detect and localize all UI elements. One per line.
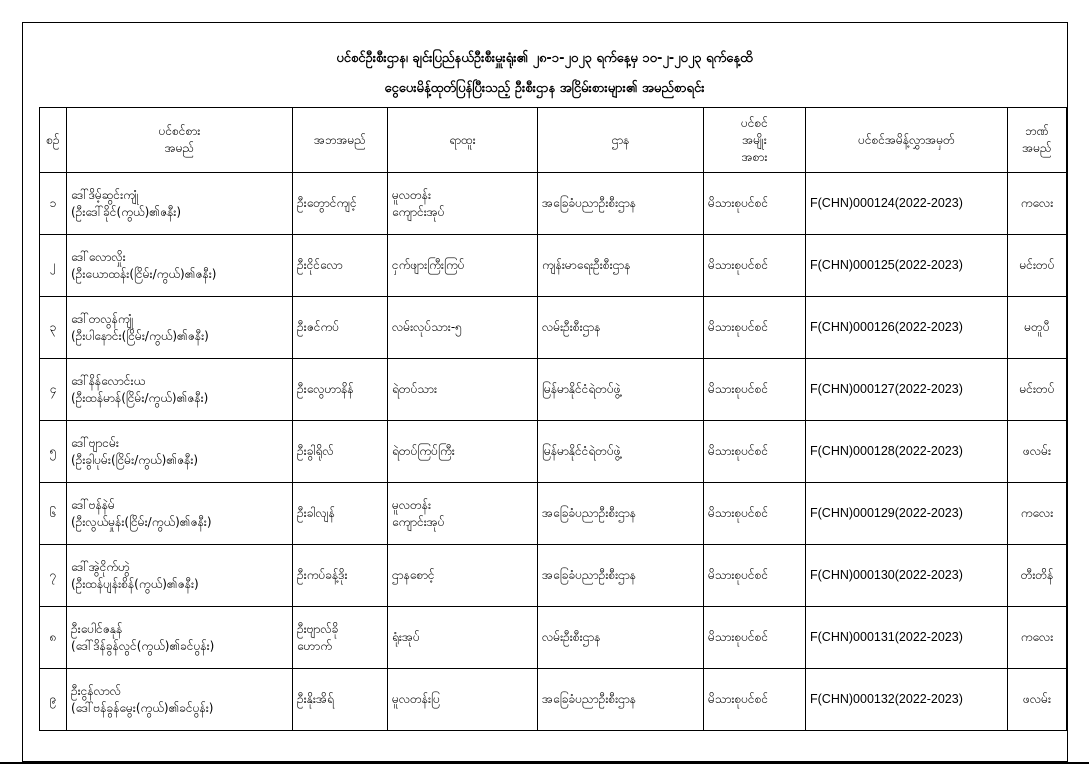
bottom-rule: [0, 762, 1089, 764]
department: အခြေခံပညာဦးစီးဌာန: [538, 669, 704, 731]
section: ကလေး: [1008, 483, 1067, 545]
former-name: ဦးငိုင်လော: [293, 235, 388, 297]
header-pensioner: ပင်စင်စား အမည်: [67, 108, 293, 173]
pension-type: မိသားစုပင်စင်: [704, 483, 806, 545]
former-name: ဦးဗျာလ်ခို ဟောက်: [293, 607, 388, 669]
department: မြန်မာနိုင်ငံရဲတပ်ဖွဲ့: [538, 359, 704, 421]
section: ကလေး: [1008, 607, 1067, 669]
department: အခြေခံပညာဦးစီးဌာန: [538, 173, 704, 235]
header-license: ပင်စင်အမိန့်လွှာအမှတ်: [806, 108, 1008, 173]
license-number: F(CHN)000126(2022-2023): [806, 297, 1008, 359]
header-row: [40, 108, 1067, 173]
department: အခြေခံပညာဦးစီးဌာန: [538, 483, 704, 545]
table-row: [40, 297, 1067, 359]
license-number: F(CHN)000129(2022-2023): [806, 483, 1008, 545]
former-name: ဦးတွောင်ကျင့်: [293, 173, 388, 235]
table-row: [40, 359, 1067, 421]
rank: မူလတန်းပြ: [388, 669, 538, 731]
row-index: ၆: [40, 483, 67, 545]
rank: ရဲတပ်သား: [388, 359, 538, 421]
former-name: ဦးခါလျန်: [293, 483, 388, 545]
rank: ရုံးအုပ်: [388, 607, 538, 669]
rank: မူလတန်း ကျောင်းအုပ်: [388, 173, 538, 235]
former-name: ဦးလွေဟာနိန်: [293, 359, 388, 421]
pension-type: မိသားစုပင်စင်: [704, 297, 806, 359]
rank: ငှက်ဖျားကြီးကြပ်: [388, 235, 538, 297]
pensioner-name: ဒေါ်တလွန်ကျုံ (ဦးပါနောင်း(ငြိမ်း/ကွယ်)၏ဇနီး): [67, 297, 293, 359]
pensioner-name: ဦးပေါင်ဇနုန် (ဒေါ်ဒိန်ခွန်လွင်(ကွယ်)၏ခင်ပွန်း): [67, 607, 293, 669]
license-number: F(CHN)000132(2022-2023): [806, 669, 1008, 731]
row-index: ၈: [40, 607, 67, 669]
table-row: [40, 483, 1067, 545]
table-row: [40, 235, 1067, 297]
section: မင်းတပ်: [1008, 235, 1067, 297]
pension-type: မိသားစုပင်စင်: [704, 545, 806, 607]
pensioner-name: ဒေါ်နိန်လောင်းယ (ဦးထန်မာန်(ငြိမ်း/ကွယ်)၏ဇနီး): [67, 359, 293, 421]
pension-type: မိသားစုပင်စင်: [704, 669, 806, 731]
row-index: ၄: [40, 359, 67, 421]
row-index: ၁: [40, 173, 67, 235]
table-row: [40, 669, 1067, 731]
row-index: ၇: [40, 545, 67, 607]
department: လမ်းဦးစီးဌာန: [538, 297, 704, 359]
section: ကလေး: [1008, 173, 1067, 235]
pension-type: မိသားစုပင်စင်: [704, 173, 806, 235]
table-row: [40, 421, 1067, 483]
license-number: F(CHN)000128(2022-2023): [806, 421, 1008, 483]
department: မြန်မာနိုင်ငံရဲတပ်ဖွဲ့: [538, 421, 704, 483]
table-row: [40, 173, 1067, 235]
title-line-1: ပင်စင်ဦးစီးဌာန၊ ချင်းပြည်နယ်ဦးစီးမှူးရုံး၏ ၂၈-၁-၂၀၂၃ ရက်နေ့မှ ၁၀-၂-၂၀၂၃ ရက်နေ့ထိ: [336, 51, 753, 66]
rank: ဌာနစောင့်: [388, 545, 538, 607]
department: လမ်းဦးစီးဌာန: [538, 607, 704, 669]
pensioner-name: ဒေါ်ဒိမ့်ဆွင်းကျုံ (ဦးဒေါ်ခိုင်(ကွယ်)၏ဇနီး): [67, 173, 293, 235]
pension-type: မိသားစုပင်စင်: [704, 359, 806, 421]
table-row: [40, 545, 1067, 607]
former-name: ဦးဇင်ကပ်: [293, 297, 388, 359]
header-section: ဘဏ် အမည်: [1008, 108, 1067, 173]
pensioner-name: ဒေါ်အွဲငိုက်ဟွဲ (ဦးထန်ပျန်းစိန်(ကွယ်)၏ဇနီး): [67, 545, 293, 607]
table-row: [40, 607, 1067, 669]
header-department: ဌာန: [538, 108, 704, 173]
row-index: ၅: [40, 421, 67, 483]
license-number: F(CHN)000130(2022-2023): [806, 545, 1008, 607]
header-index: စဉ်: [40, 108, 67, 173]
pensioner-name: ဒေါ်လောလှိုး (ဦးယောထန်း(ငြိမ်း/ကွယ်)၏ဇနီး): [67, 235, 293, 297]
pensioner-name: ဒေါ်ဗန်နဲမ် (ဦးလွယ်မှုန်း(ငြိမ်း/ကွယ်)၏ဇနီး): [67, 483, 293, 545]
department: အခြေခံပညာဦးစီးဌာန: [538, 545, 704, 607]
license-number: F(CHN)000125(2022-2023): [806, 235, 1008, 297]
section: ဖလမ်း: [1008, 421, 1067, 483]
license-number: F(CHN)000127(2022-2023): [806, 359, 1008, 421]
header-former-name: အဘအမည်: [293, 108, 388, 173]
pension-type: မိသားစုပင်စင်: [704, 421, 806, 483]
header-pension-type: ပင်စင် အမျိုး အစား: [704, 108, 806, 173]
former-name: ဦးနိုးအိရ်: [293, 669, 388, 731]
row-index: ၉: [40, 669, 67, 731]
department: ကျန်းမာရေးဦးစီးဌာန: [538, 235, 704, 297]
section: မတူပီ: [1008, 297, 1067, 359]
pension-type: မိသားစုပင်စင်: [704, 607, 806, 669]
row-index: ၂: [40, 235, 67, 297]
license-number: F(CHN)000124(2022-2023): [806, 173, 1008, 235]
former-name: ဦးခွါရိုလ်: [293, 421, 388, 483]
former-name: ဦးကပ်ခန့်ဒိုး: [293, 545, 388, 607]
row-index: ၃: [40, 297, 67, 359]
pensioner-table: [39, 107, 1067, 731]
pension-type: မိသားစုပင်စင်: [704, 235, 806, 297]
section: ဖလမ်း: [1008, 669, 1067, 731]
title-line-2: ငွေပေးမိန့်ထုတ်ပြန်ပြီးသည့် ဦးစီးဌာန အငြိမ်းစားများ၏ အမည်စာရင်း: [384, 81, 705, 96]
section: မင်းတပ်: [1008, 359, 1067, 421]
rank: လမ်းလုပ်သား-၅: [388, 297, 538, 359]
section: တီးတိန်: [1008, 545, 1067, 607]
header-rank: ရာထူး: [388, 108, 538, 173]
pensioner-name: ဦးငွန်လာလ် (ဒေါ်ဗန်ခွန်မွေး(ကွယ်)၏ခင်ပွန်း): [67, 669, 293, 731]
rank: ရဲတပ်ကြပ်ကြီး: [388, 421, 538, 483]
license-number: F(CHN)000131(2022-2023): [806, 607, 1008, 669]
rank: မူလတန်း ကျောင်းအုပ်: [388, 483, 538, 545]
pensioner-name: ဒေါ်ဗျာငမ်း (ဦးခွါပုမ်း(ငြိမ်း/ကွယ်)၏ဇနီး): [67, 421, 293, 483]
